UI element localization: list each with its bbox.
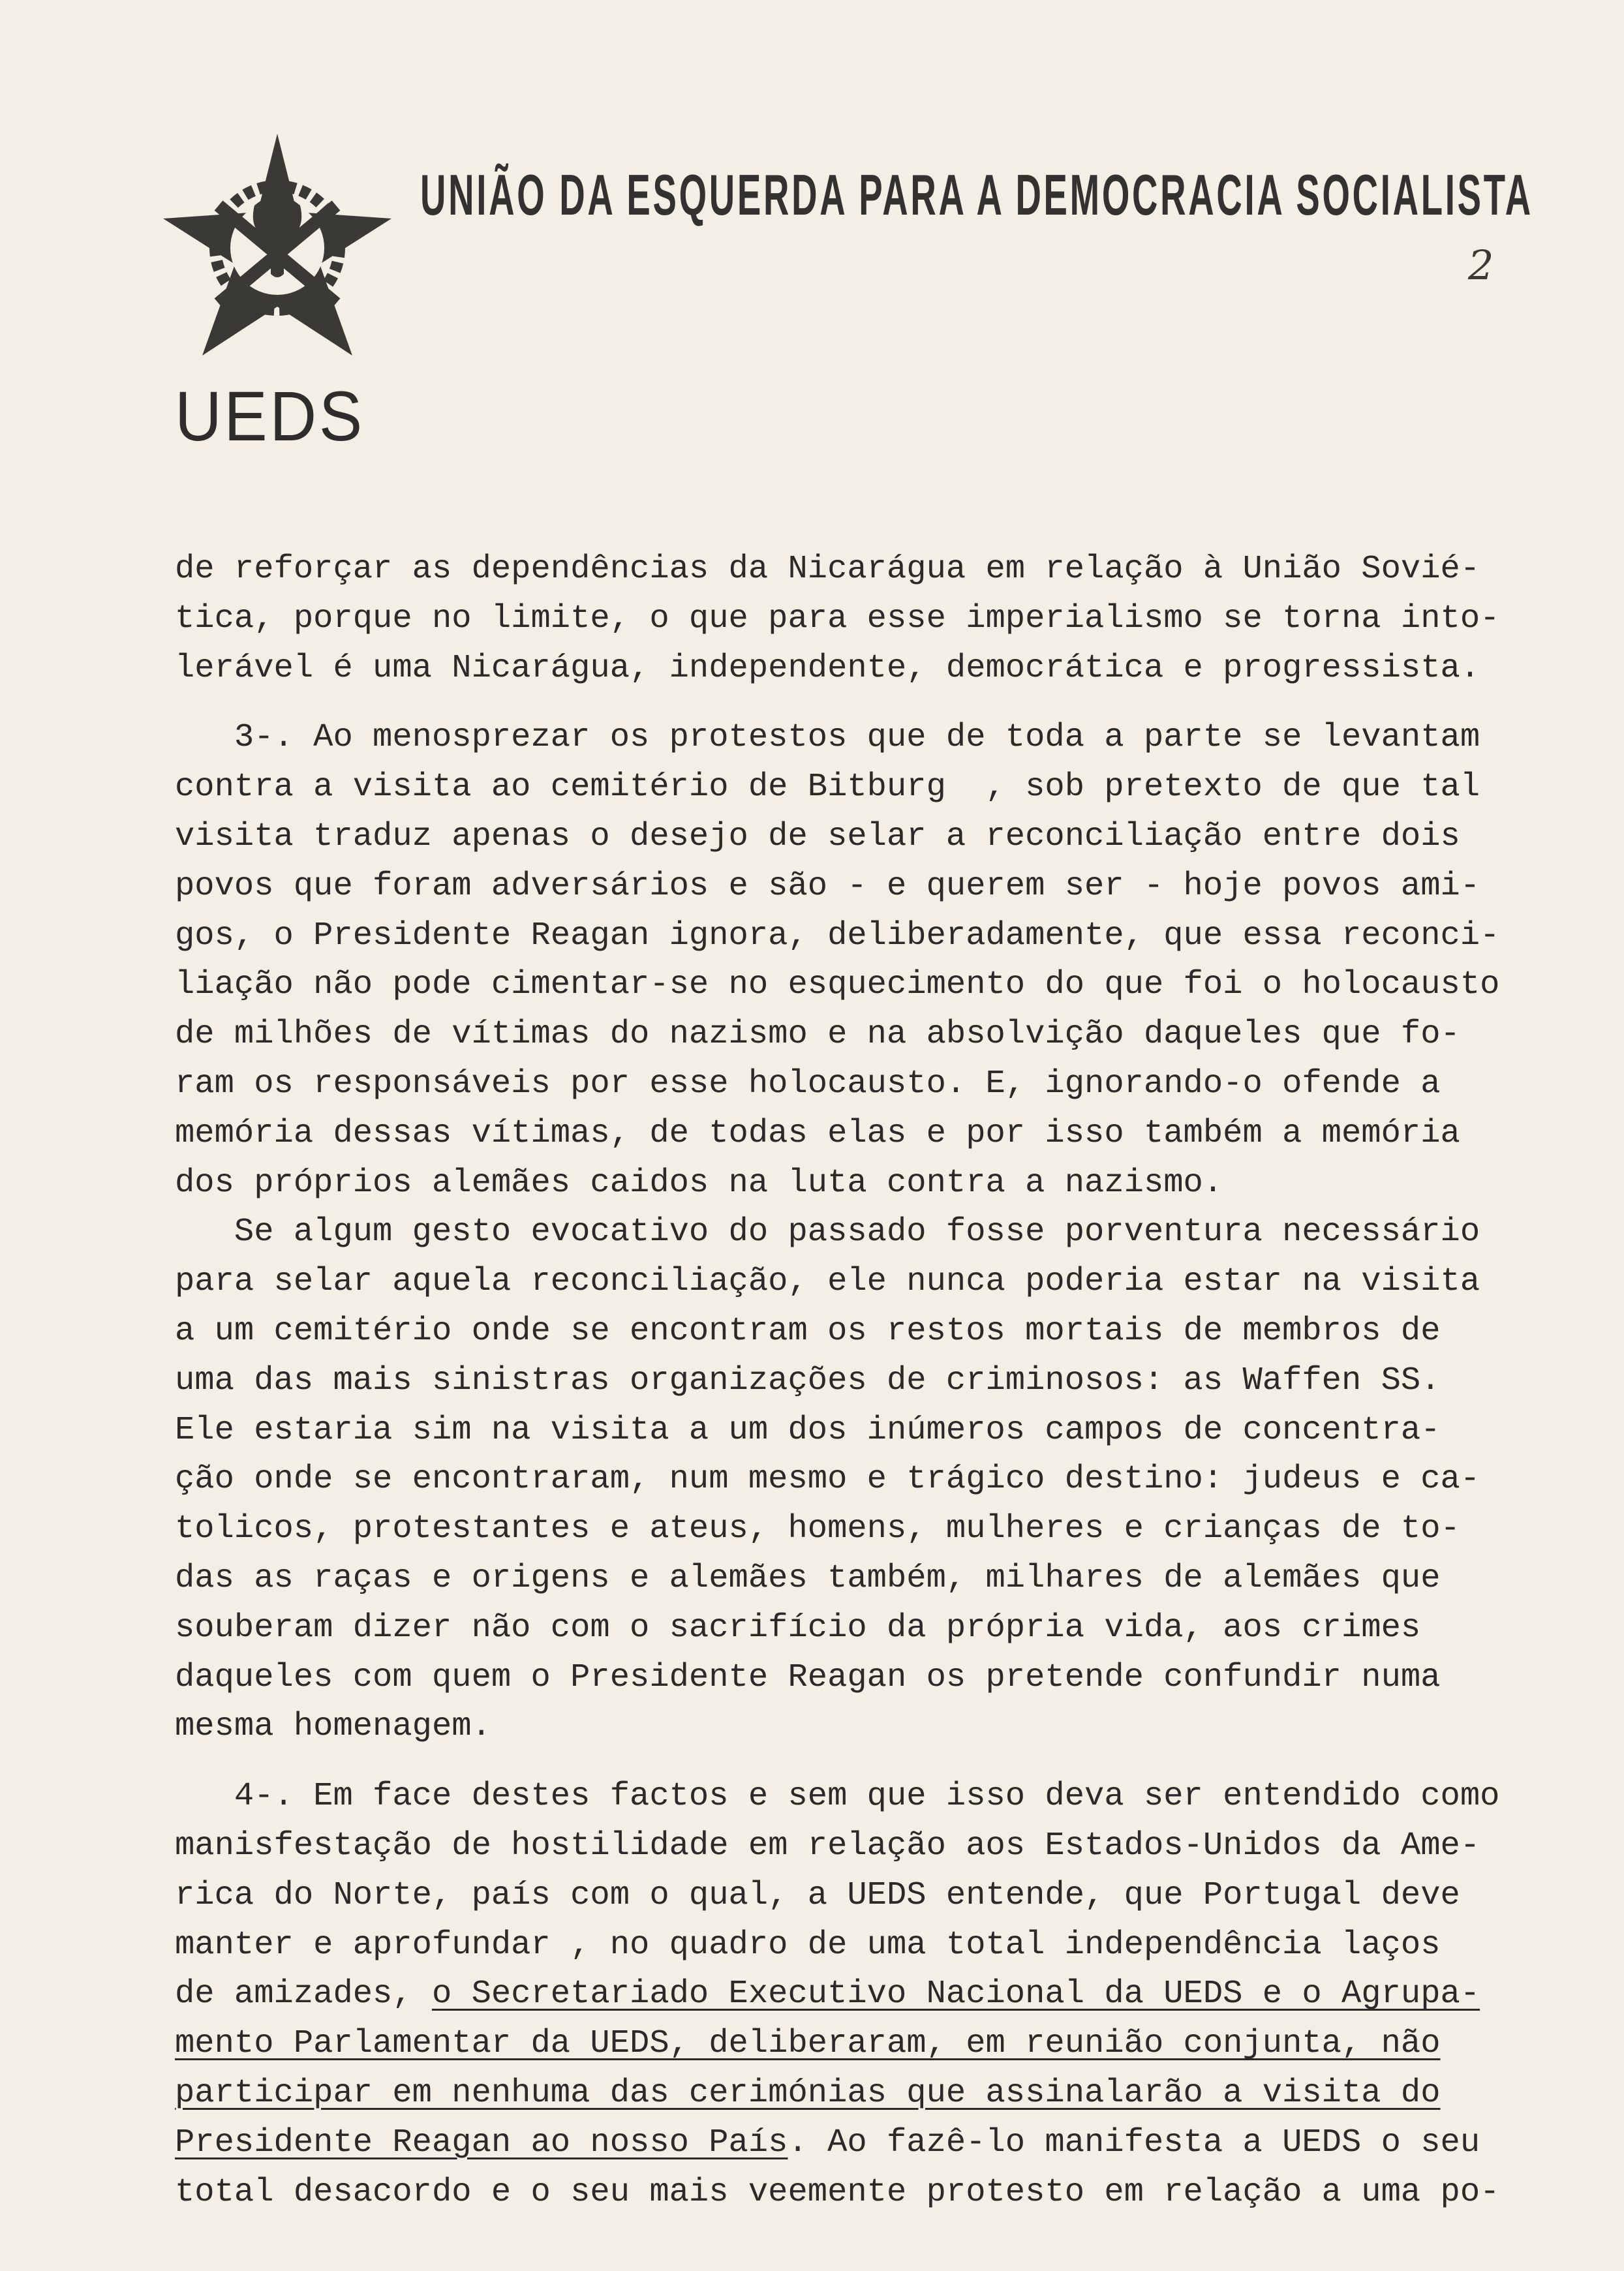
underlined-text: mento Parlamentar da UEDS, deliberaram, em reunião conjunta, não (175, 2025, 1441, 2063)
text-segment: Ele estaria sim na visita a um dos inúmeros campos de concentra- (175, 1411, 1441, 1449)
text-segment: Se algum gesto evocativo do passado fosse porventura necessário (175, 1213, 1480, 1251)
text-line (175, 2019, 1558, 2069)
text-line (175, 1307, 1558, 1356)
text-line (175, 1059, 1558, 1109)
text-segment: . Ao fazê-lo manifesta a UEDS o seu (788, 2124, 1480, 2161)
text-segment: tica, porque no limite, o que para esse imperialismo se torna into- (175, 600, 1500, 637)
text-segment: ram os responsáveis por esse holocausto. E, ignorando-o ofende a (175, 1065, 1441, 1103)
text-segment: de amizades, (175, 1975, 432, 2013)
ueds-logo-star-icon (157, 134, 398, 362)
text-line (175, 1109, 1558, 1159)
text-segment: lerável é uma Nicarágua, independente, democrática e progressista. (175, 649, 1480, 687)
text-segment: contra a visita ao cemitério de Bitburg , sob pretexto de que tal (175, 769, 1480, 806)
text-line (175, 812, 1558, 862)
text-segment: visita traduz apenas o desejo de selar a reconciliação entre dois (175, 817, 1460, 855)
logo-text: UEDS (175, 376, 365, 455)
text-segment: manter e aprofundar , no quadro de uma total independência laços (175, 1926, 1441, 1964)
text-segment: rica do Norte, país com o qual, a UEDS entende, que Portugal deve (175, 1876, 1460, 1914)
text-line (175, 1871, 1558, 1921)
text-line (175, 1208, 1558, 1257)
text-line (175, 1406, 1558, 1456)
underlined-text: o Secretariado Executivo Nacional da UEDS e o Agrupa- (431, 1975, 1480, 2013)
text-line (175, 2069, 1558, 2118)
text-segment: das as raças e origens e alemães também, milhares de alemães que (175, 1559, 1441, 1597)
text-segment: dos próprios alemães caidos na luta contra a nazismo. (175, 1164, 1223, 1202)
text-line (175, 1554, 1558, 1604)
text-segment: uma das mais sinistras organizações de criminosos: as Waffen SS. (175, 1362, 1441, 1399)
text-line (175, 1504, 1558, 1554)
text-segment: liação não pode cimentar-se no esquecimento do que foi o holocausto (175, 966, 1500, 1004)
text-line (175, 713, 1558, 763)
text-line (175, 1604, 1558, 1653)
text-segment: memória dessas vítimas, de todas elas e por isso também a memória (175, 1114, 1460, 1152)
text-line (175, 1702, 1558, 1752)
text-line (175, 1356, 1558, 1406)
text-line (175, 1159, 1558, 1208)
text-segment: daqueles com quem o Presidente Reagan os pretende confundir numa (175, 1658, 1441, 1696)
underlined-text: Presidente Reagan ao nosso País (175, 2124, 788, 2161)
text-line (175, 1257, 1558, 1307)
text-line (175, 911, 1558, 961)
text-line (175, 960, 1558, 1010)
paragraph (175, 1772, 1558, 2217)
text-segment: mesma homenagem. (175, 1708, 491, 1746)
text-line (175, 545, 1558, 594)
text-segment: manisfestação de hostilidade em relação aos Estados-Unidos da Ame- (175, 1827, 1480, 1865)
text-segment: souberam dizer não com o sacrifício da própria vida, aos crimes (175, 1609, 1421, 1647)
text-line (175, 1653, 1558, 1703)
text-line (175, 862, 1558, 911)
text-line (175, 1772, 1558, 1821)
text-segment: para selar aquela reconciliação, ele nunca poderia estar na visita (175, 1263, 1480, 1301)
text-segment: de milhões de vítimas do nazismo e na absolvição daqueles que fo- (175, 1016, 1460, 1054)
text-line (175, 1921, 1558, 1970)
text-line (175, 644, 1558, 693)
text-segment: de reforçar as dependências da Nicarágua em relação à União Sovié- (175, 551, 1480, 588)
text-line (175, 2118, 1558, 2168)
text-line (175, 594, 1558, 644)
underlined-text: participar em nenhuma das cerimónias que assinalarão a visita do (175, 2074, 1441, 2112)
organization-title: UNIÃO DA ESQUERDA PARA A DEMOCRACIA SOCIALISTA (420, 162, 1533, 227)
text-segment: 4-. Em face destes factos e sem que isso deva ser entendido como (175, 1778, 1500, 1816)
paragraph (175, 545, 1558, 693)
text-line (175, 2168, 1558, 2218)
text-line (175, 763, 1558, 812)
text-segment: 3-. Ao menosprezar os protestos que de toda a parte se levantam (175, 719, 1480, 757)
text-segment: gos, o Presidente Reagan ignora, deliberadamente, que essa reconci- (175, 917, 1500, 954)
text-segment: a um cemitério onde se encontram os restos mortais de membros de (175, 1312, 1441, 1350)
text-line (175, 1455, 1558, 1504)
text-segment: tolicos, protestantes e ateus, homens, mulheres e crianças de to- (175, 1510, 1460, 1548)
text-segment: povos que foram adversários e são - e querem ser - hoje povos ami- (175, 867, 1480, 905)
text-line (175, 1970, 1558, 2019)
text-line (175, 1821, 1558, 1871)
document-body (175, 545, 1558, 2237)
text-line (175, 1010, 1558, 1059)
page-number: 2 (1468, 241, 1494, 289)
text-segment: total desacordo e o seu mais veemente protesto em relação a uma po- (175, 2173, 1500, 2211)
text-segment: ção onde se encontraram, num mesmo e trágico destino: judeus e ca- (175, 1461, 1480, 1499)
paragraph (175, 713, 1558, 1752)
